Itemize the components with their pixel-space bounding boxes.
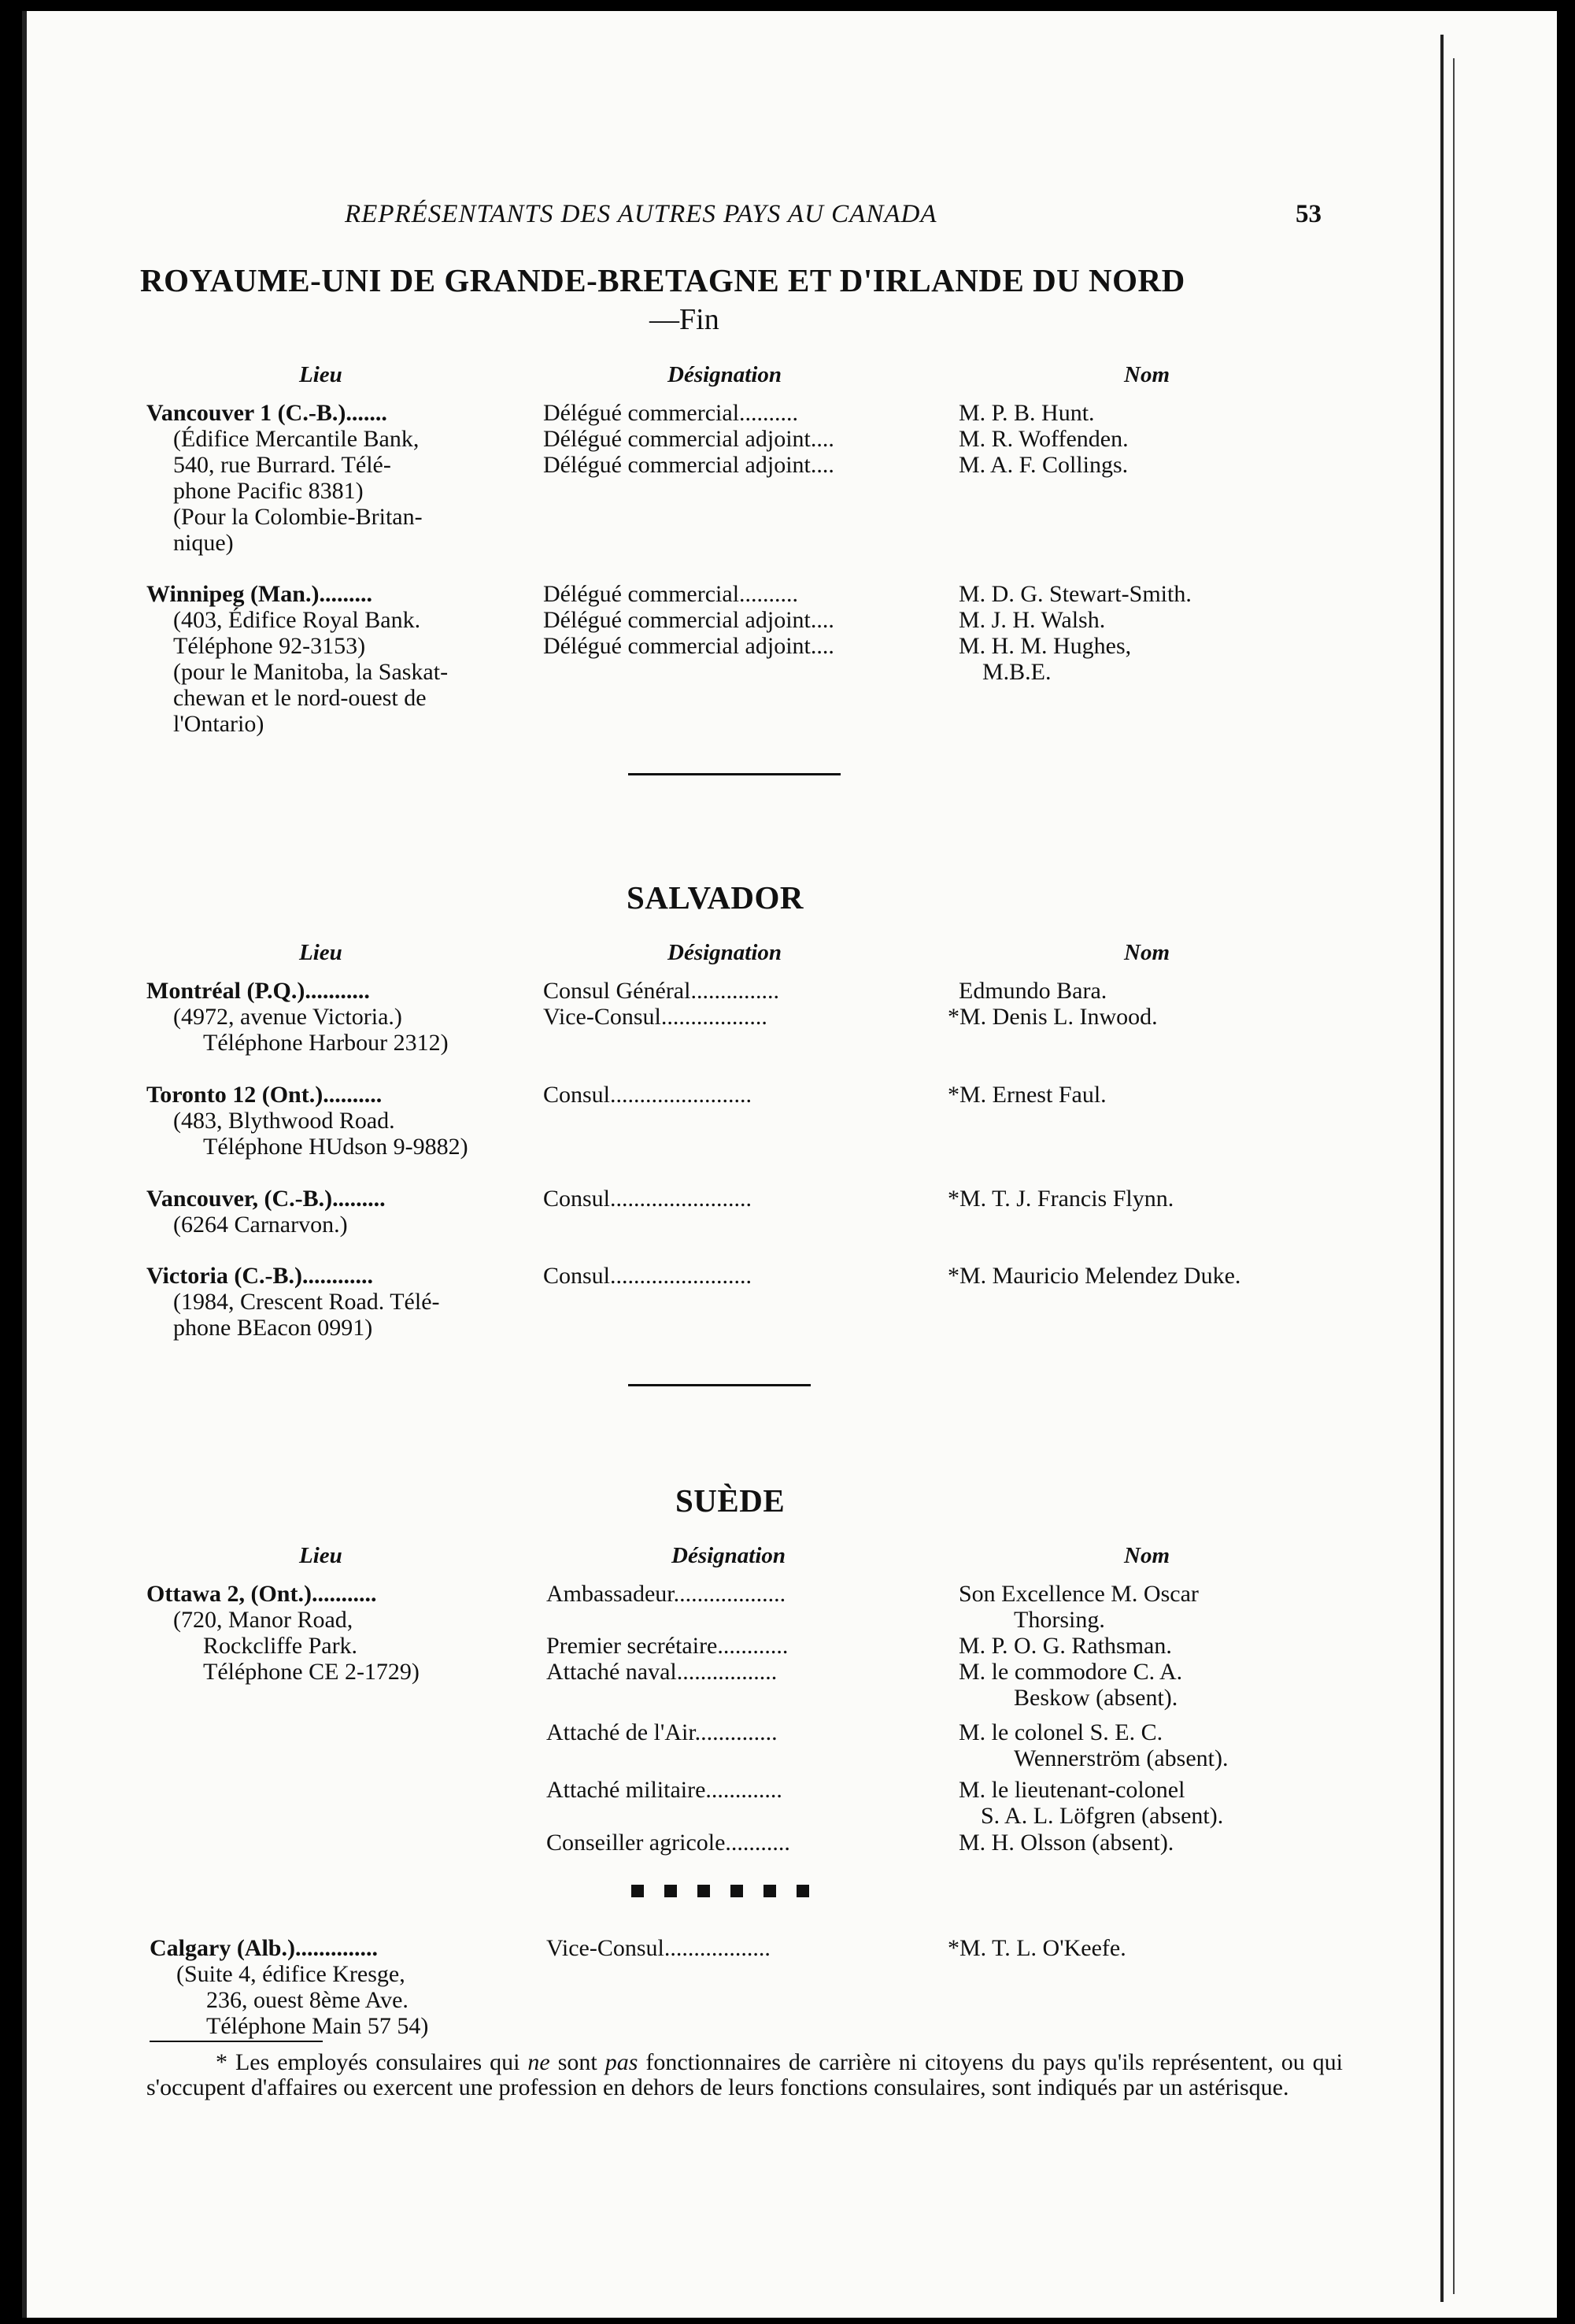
entry-name: *M. T. J. Francis Flynn.: [948, 1186, 1174, 1212]
entry-place-line: (1984, Crescent Road. Télé-: [173, 1289, 440, 1315]
entry-designation: Premier secrétaire............: [546, 1633, 789, 1659]
entry-designation: Attaché naval.................: [546, 1659, 778, 1685]
entry-place-line: (pour le Manitoba, la Saskat-: [173, 659, 449, 685]
entry-designation: Consul........................: [543, 1082, 752, 1108]
section-title-salvador: SALVADOR: [627, 879, 804, 916]
entry-designation: Consul........................: [543, 1263, 752, 1289]
entry-name-continued: Wennerström (absent).: [1014, 1745, 1229, 1771]
entry-designation: Consul Général...............: [543, 978, 779, 1004]
section-title-suede: SUÈDE: [675, 1482, 786, 1519]
entry-place-line: Téléphone Main 57 54): [206, 2013, 429, 2039]
entry-name: M. H. Olsson (absent).: [959, 1830, 1174, 1856]
entry-designation: Délégué commercial adjoint....: [543, 633, 834, 659]
entry-designation: Vice-Consul..................: [546, 1935, 771, 1961]
entry-designation: Délégué commercial adjoint....: [543, 607, 834, 633]
footnote-text: * Les employés consulaires qui: [216, 2049, 528, 2075]
entry-place-line: (6264 Carnarvon.): [173, 1212, 348, 1238]
column-header-lieu: Lieu: [299, 362, 342, 387]
entry-place-line: Téléphone Harbour 2312): [203, 1030, 449, 1056]
running-header: REPRÉSENTANTS DES AUTRES PAYS AU CANADA: [345, 200, 937, 228]
entry-designation: Attaché militaire.............: [546, 1777, 782, 1803]
entry-name: *M. Mauricio Melendez Duke.: [948, 1263, 1241, 1289]
entry-name: M. le commodore C. A.: [959, 1659, 1183, 1685]
entry-place-line: nique): [173, 530, 234, 556]
column-header-nom: Nom: [1124, 940, 1170, 965]
entry-designation: Délégué commercial adjoint....: [543, 452, 834, 478]
entry-name: M. P. B. Hunt.: [959, 400, 1095, 426]
entry-name-continued: Thorsing.: [1014, 1607, 1105, 1633]
entry-name-continued: M.B.E.: [982, 659, 1052, 685]
entry-name-continued: S. A. L. Löfgren (absent).: [981, 1803, 1224, 1829]
entry-place-line: l'Ontario): [173, 711, 264, 737]
entry-name: M. R. Woffenden.: [959, 426, 1129, 452]
entry-name: M. A. F. Collings.: [959, 452, 1129, 478]
entry-name: Son Excellence M. Oscar: [959, 1581, 1199, 1607]
entry-name: M. le lieutenant-colonel: [959, 1777, 1185, 1803]
entry-name: M. J. H. Walsh.: [959, 607, 1106, 633]
entry-place-line: (Édifice Mercantile Bank,: [173, 426, 420, 452]
entry-place-line: (483, Blythwood Road.: [173, 1108, 395, 1134]
footnote: [146, 2050, 1343, 2100]
entry-name-continued: Beskow (absent).: [1014, 1685, 1178, 1711]
entry-name: M. H. M. Hughes,: [959, 633, 1132, 659]
page-number: 53: [1296, 200, 1322, 228]
entry-place-line: Rockcliffe Park.: [203, 1633, 358, 1659]
column-header-nom: Nom: [1124, 1543, 1170, 1568]
column-header-nom: Nom: [1124, 362, 1170, 387]
entry-place-name: Winnipeg (Man.).........: [146, 581, 372, 607]
footnote-rule: [150, 2041, 323, 2042]
entry-place-line: 236, ouest 8ème Ave.: [206, 1987, 409, 2013]
entry-place-line: 540, rue Burrard. Télé-: [173, 452, 391, 478]
scan-top-border: [0, 0, 1575, 11]
entry-place-line: (4972, avenue Victoria.): [173, 1004, 402, 1030]
entry-name: M. P. O. G. Rathsman.: [959, 1633, 1172, 1659]
footnote-text: fonctionnaires de carrière ni citoyens du pays qu'ils représentent, ou qui s'occupent d'affaires ou exercent une profession en dehors de leurs fonctions consulaires, sont indiqués par un astérisque.: [146, 2049, 1343, 2100]
page-binding-edge: [1440, 35, 1444, 2302]
entry-name: *M. Ernest Faul.: [948, 1082, 1107, 1108]
entry-place-line: Téléphone HUdson 9-9882): [203, 1134, 468, 1160]
entry-designation: Attaché de l'Air..............: [546, 1719, 778, 1745]
separator-dot: [631, 1885, 644, 1897]
column-header-designation: Désignation: [671, 1543, 786, 1568]
entry-place-name: Montréal (P.Q.)...........: [146, 978, 370, 1004]
entry-designation: Consul........................: [543, 1186, 752, 1212]
entry-designation: Vice-Consul..................: [543, 1004, 767, 1030]
document-page: [22, 11, 1557, 2318]
entry-place-name: Vancouver 1 (C.-B.).......: [146, 400, 387, 426]
entry-place-line: (Pour la Colombie-Britan-: [173, 504, 423, 530]
entry-place-name: Vancouver, (C.-B.).........: [146, 1186, 386, 1212]
footnote-emphasis: pas: [604, 2049, 638, 2075]
entry-place-name: Toronto 12 (Ont.)..........: [146, 1082, 383, 1108]
column-header-designation: Désignation: [667, 362, 782, 387]
entry-designation: Ambassadeur...................: [546, 1581, 786, 1607]
entry-place-line: (720, Manor Road,: [173, 1607, 353, 1633]
entry-name: M. le colonel S. E. C.: [959, 1719, 1163, 1745]
entry-name: *M. Denis L. Inwood.: [948, 1004, 1158, 1030]
entry-place-line: phone BEacon 0991): [173, 1315, 373, 1341]
entry-designation: Délégué commercial adjoint....: [543, 426, 834, 452]
entry-name: *M. T. L. O'Keefe.: [948, 1935, 1126, 1961]
separator-dot: [797, 1885, 809, 1897]
entry-name: Edmundo Bara.: [959, 978, 1107, 1004]
separator-dot: [730, 1885, 743, 1897]
entry-place-line: chewan et le nord-ouest de: [173, 685, 427, 711]
column-header-lieu: Lieu: [299, 1543, 342, 1568]
separator-dot: [697, 1885, 710, 1897]
entry-place-name: Calgary (Alb.)..............: [150, 1935, 378, 1961]
footnote-emphasis: ne: [527, 2049, 550, 2075]
scan-left-edge: [22, 11, 27, 2318]
entry-place-name: Ottawa 2, (Ont.)...........: [146, 1581, 377, 1607]
separator-dot: [664, 1885, 677, 1897]
entry-place-line: Téléphone CE 2-1729): [203, 1659, 420, 1685]
section-subtitle-fin: —Fin: [649, 303, 719, 336]
column-header-designation: Désignation: [667, 940, 782, 965]
separator-dot: [763, 1885, 776, 1897]
page-binding-edge-inner: [1453, 58, 1455, 2294]
entry-designation: Délégué commercial..........: [543, 581, 799, 607]
entry-place-line: Téléphone 92-3153): [173, 633, 366, 659]
entry-place-line: (Suite 4, édifice Kresge,: [176, 1961, 405, 1987]
entry-place-line: phone Pacific 8381): [173, 478, 364, 504]
footnote-text: sont: [549, 2049, 605, 2075]
entry-name: M. D. G. Stewart-Smith.: [959, 581, 1192, 607]
section-divider: [628, 773, 841, 775]
entry-place-line: (403, Édifice Royal Bank.: [173, 607, 421, 633]
entry-designation: Conseiller agricole...........: [546, 1830, 790, 1856]
column-header-lieu: Lieu: [299, 940, 342, 965]
section-title-royaume-uni: ROYAUME-UNI DE GRANDE-BRETAGNE ET D'IRLANDE DU NORD: [140, 262, 1185, 298]
entry-designation: Délégué commercial..........: [543, 400, 799, 426]
entry-place-name: Victoria (C.-B.)............: [146, 1263, 373, 1289]
section-divider: [628, 1384, 811, 1386]
